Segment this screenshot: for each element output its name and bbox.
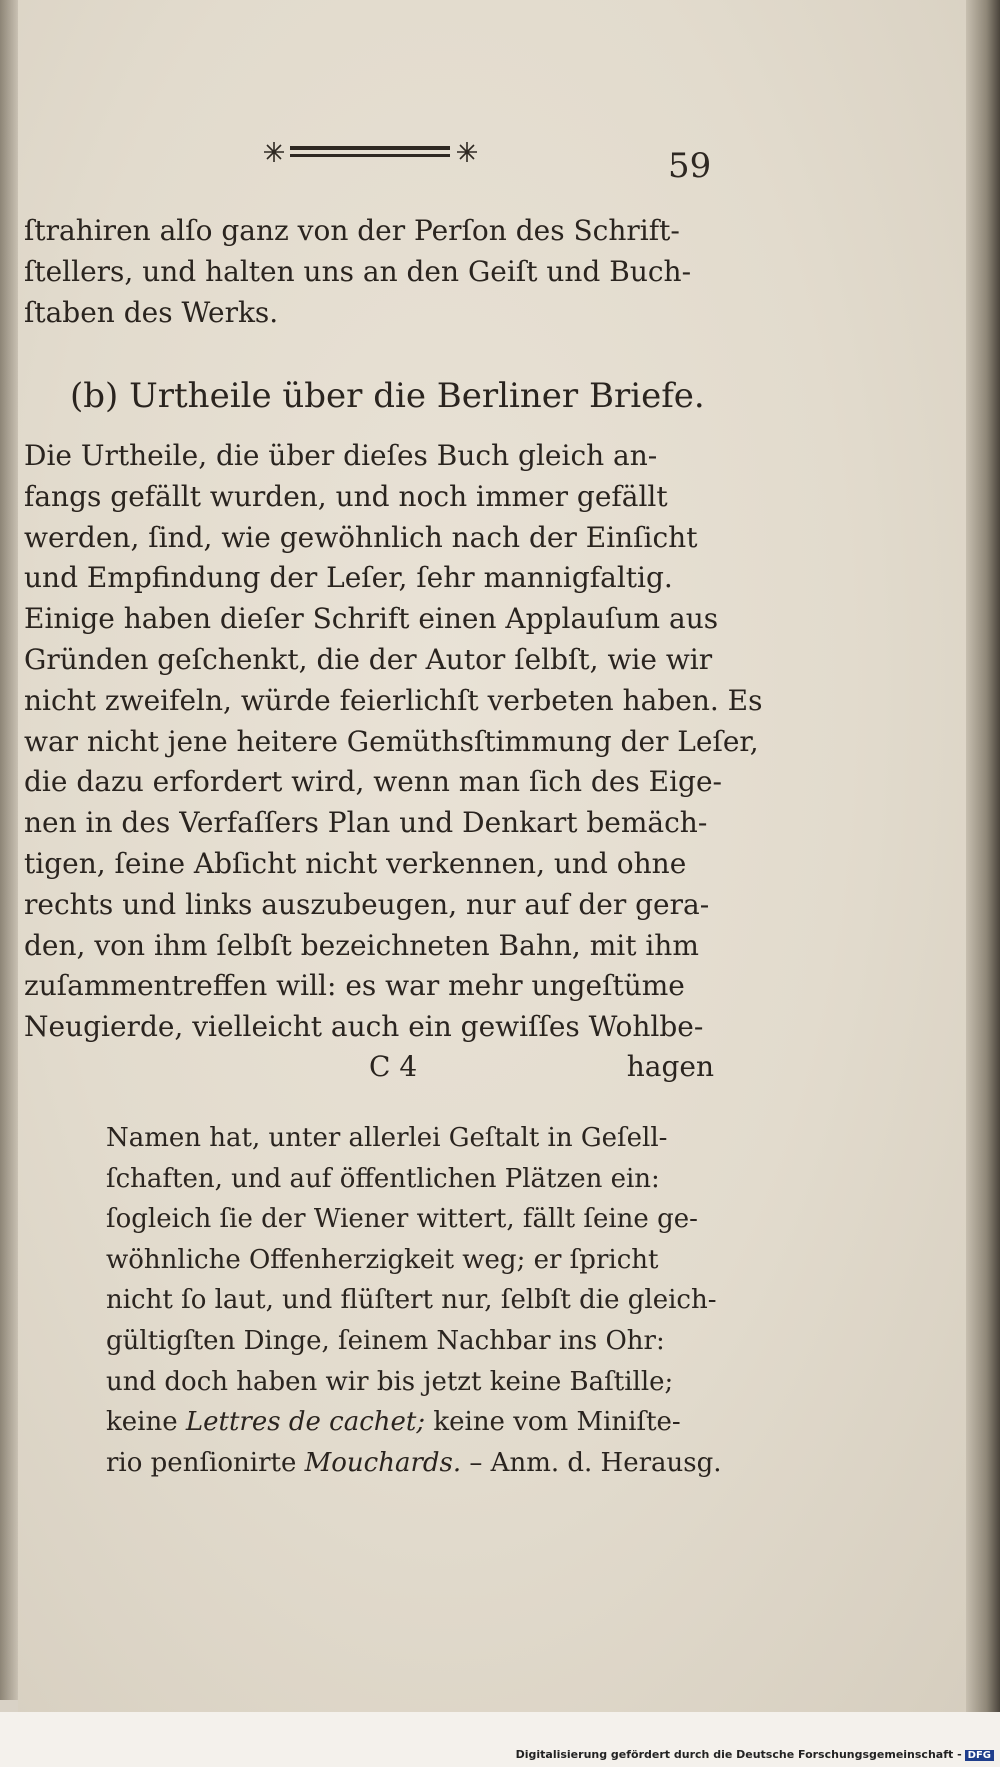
signature-row — [24, 1050, 714, 1090]
footnote-line: und doch haben wir bis jetzt keine Baſtille; — [106, 1366, 674, 1397]
paragraph-line: zuſammentreffen will: es war mehr ungeſtüme — [24, 969, 685, 1003]
footnote-text: rio penſionirte — [106, 1447, 305, 1478]
paragraph-line: nen in des Verfaſſers Plan und Denkart bemäch- — [24, 806, 708, 840]
page-number: 59 — [668, 146, 712, 186]
margin-fragments — [2, 0, 16, 1000]
footnote-text: keine — [106, 1407, 186, 1438]
footnote-text: – Anm. d. Herausg. — [461, 1447, 722, 1478]
footnote-line: Namen hat, unter allerlei Geſtalt in Geſell- — [106, 1123, 668, 1153]
footnote-italic: Mouchards. — [304, 1447, 462, 1478]
paragraph-line: die dazu erfordert wird, wenn man ſich des Eige- — [24, 765, 723, 799]
paragraph-line: und Empfindung der Leſer, ſehr mannigfaltig. — [24, 561, 673, 595]
paragraph-line: werden, ſind, wie gewöhnlich nach der Einſicht — [24, 520, 698, 554]
page-edge — [966, 0, 1000, 1712]
text-line: ſtrahiren alſo ganz von der Perſon des Schrift- — [24, 214, 680, 247]
footnote-line — [106, 1402, 716, 1443]
footnote-line: gültigſten Dinge, ſeinem Nachbar ins Ohr: — [106, 1325, 665, 1356]
paragraph-line: tigen, ſeine Abſicht nicht verkennen, und ohne — [24, 846, 687, 880]
footnote-line: ſogleich ſie der Wiener wittert, fällt ſeine ge- — [106, 1204, 698, 1235]
paragraph-line: Neugierde, vielleicht auch ein gewiſſes Wohlbe- — [24, 1010, 704, 1044]
signature-mark: C 4 — [369, 1050, 418, 1083]
footnote-text: keine vom Miniſte- — [425, 1407, 681, 1438]
paragraph-line: Einige haben dieſer Schrift einen Applauſum aus — [24, 602, 719, 636]
dfg-logo: DFG — [965, 1750, 994, 1761]
digitization-credit — [516, 1748, 994, 1761]
footnote-italic: Lettres de cachet; — [185, 1407, 426, 1438]
paragraph-line: Gründen geſchenkt, die der Autor ſelbſt, wie wir — [24, 642, 713, 676]
header-ornament — [258, 134, 483, 170]
footnote-line: nicht ſo laut, und flüſtert nur, ſelbſt die gleich- — [106, 1285, 717, 1316]
footnote-line — [106, 1443, 722, 1484]
footnote-line: wöhnliche Offenherzigkeit weg; er ſpricht — [106, 1244, 659, 1275]
paragraph-line: nicht zweifeln, würde feierlichſt verbeten haben. Es — [24, 683, 763, 717]
paragraph-line: war nicht jene heitere Gemüthsſtimmung der Leſer, — [24, 724, 759, 758]
text-line: ſtellers, und halten uns an den Geiſt und Buch- — [24, 255, 692, 288]
credit-text: Digitalisierung gefördert durch die Deutsche Forschungsgemeinschaft - — [515, 1748, 962, 1761]
top-lines — [24, 210, 724, 333]
footnote — [106, 1118, 722, 1483]
paragraph-line: Die Urtheile, die über dieſes Buch gleich an- — [24, 439, 658, 472]
text-line: ſtaben des Werks. — [24, 296, 279, 329]
paragraph-line: fangs gefällt wurden, und noch immer gefällt — [24, 479, 668, 513]
footnote-line: ſchaften, und auf öffentlichen Plätzen ein: — [106, 1163, 660, 1194]
paragraph-line: den, von ihm ſelbſt bezeichneten Bahn, mit ihm — [24, 928, 699, 962]
catchword: hagen — [626, 1050, 714, 1083]
section-heading: (b) Urtheile über die Berliner Briefe. — [70, 376, 705, 416]
paragraph-line: rechts und links auszubeugen, nur auf der gera- — [24, 887, 710, 921]
main-paragraph — [24, 436, 763, 1048]
